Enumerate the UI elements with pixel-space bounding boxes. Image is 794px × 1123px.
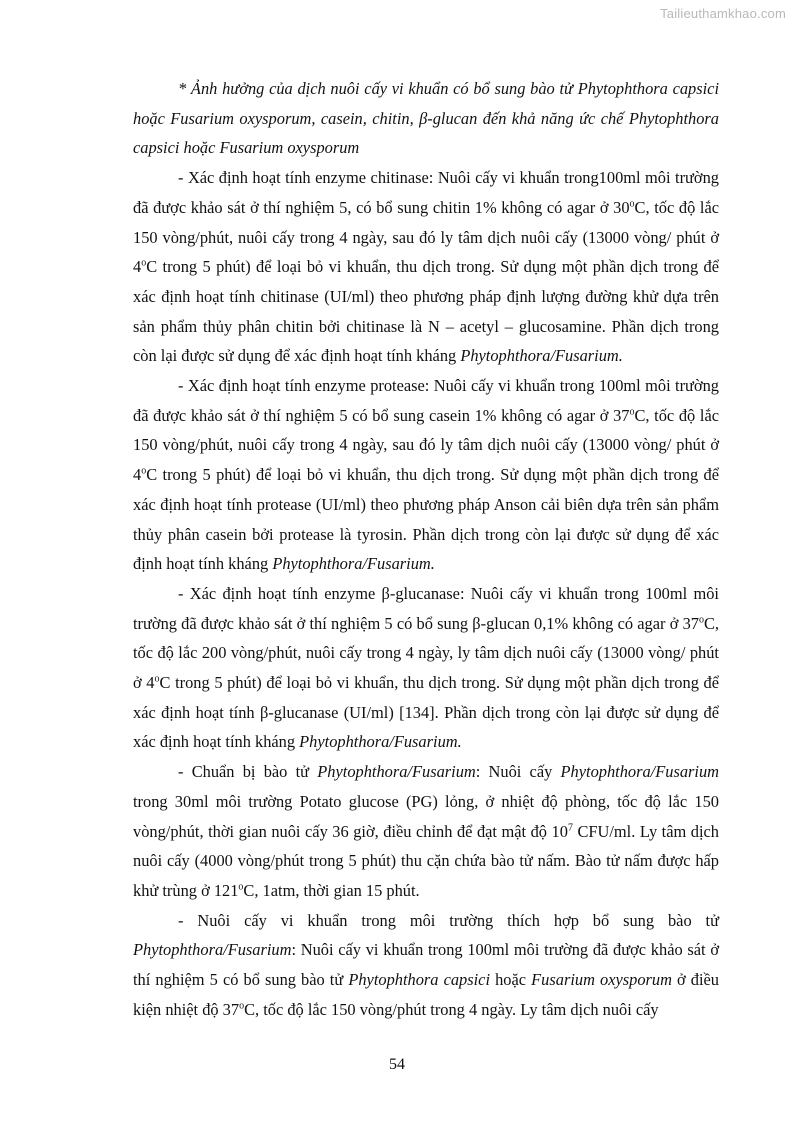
- italic-run: Phytophthora capsici: [348, 970, 491, 990]
- paragraph-glucanase: [133, 579, 719, 757]
- superscript: 7: [567, 822, 573, 834]
- text-run: trong 30ml môi trường Potato glucose (PG) lỏng, ở nhiệt độ phòng, tốc độ lắc 150 vòng/phút, thời gian nuôi cấy 36 giờ, điều chỉnh để đạt mật độ 10: [133, 791, 719, 841]
- text-run: C, 1atm, thời gian 15 phút.: [243, 880, 420, 900]
- superscript: o: [239, 1000, 245, 1012]
- text-run: C, tốc độ lắc 200 vòng/phút, nuôi cấy trong 4 ngày, ly tâm dịch nuôi cấy (13000 vòng/ phút ở 4: [133, 613, 719, 693]
- section-heading: * Ảnh hưởng của dịch nuôi cấy vi khuẩn có bổ sung bào tử Phytophthora capsici hoặc Fusarium oxysporum, casein, chitin, β-glucan đến khả năng ức chế Phytophthora capsici hoặc Fusarium oxysporum: [133, 79, 719, 158]
- italic-run: Phytophthora/Fusarium.: [460, 346, 623, 366]
- italic-run: Phytophthora/Fusarium.: [272, 554, 435, 574]
- text-run: : Nuôi cấy: [475, 762, 561, 782]
- text-run: - Chuẩn bị bào tử: [178, 762, 318, 782]
- text-run: CFU/ml. Ly tâm dịch nuôi cấy (4000 vòng/phút trong 5 phút) thu cặn chứa bào tử nấm. Bào tử nấm được hấp khử trùng ở 121: [133, 821, 719, 900]
- paragraph-protease: [133, 371, 719, 579]
- italic-run: Phytophthora/Fusarium: [317, 762, 476, 782]
- watermark-text: Tailieuthamkhao.com: [660, 6, 786, 21]
- text-run: - Xác định hoạt tính enzyme protease: Nuôi cấy vi khuẩn trong 100ml môi trường đã được khảo sát ở thí nghiệm 5 có bổ sung casein 1% không có agar ở 37: [133, 376, 719, 425]
- superscript: o: [629, 406, 635, 418]
- italic-run: Phytophthora/Fusarium: [133, 940, 292, 960]
- italic-run: Fusarium oxysporum: [531, 970, 672, 990]
- text-run: C trong 5 phút) để loại bỏ vi khuẩn, thu dịch trong. Sử dụng một phần dịch trong để xác định hoạt tính β-glucanase (UI/ml) [134]. Phần dịch trong còn lại được sử dụng để xác định hoạt tính kháng: [133, 673, 719, 752]
- superscript: o: [698, 614, 704, 626]
- superscript: o: [154, 673, 160, 685]
- superscript: o: [629, 198, 635, 210]
- superscript: o: [141, 465, 147, 477]
- page-number: 54: [389, 1056, 405, 1073]
- text-run: C, tốc độ lắc 150 vòng/phút, nuôi cấy trong 4 ngày, sau đó ly tâm dịch nuôi cấy (13000 vòng/ phút ở 4: [133, 197, 720, 277]
- paragraph-spore-preparation: [133, 757, 719, 906]
- text-run: ở điều kiện nhiệt độ 37: [133, 970, 719, 1019]
- document-body: [133, 74, 719, 1025]
- text-run: hoặc: [490, 970, 532, 990]
- italic-run: Phytophthora/Fusarium: [560, 762, 719, 782]
- superscript: o: [238, 881, 244, 893]
- text-run: C trong 5 phút) để loại bỏ vi khuẩn, thu dịch trong. Sử dụng một phần dịch trong để xác định hoạt tính protease (UI/ml) theo phương pháp Anson cải biên dựa trên sản phẩm thủy phân casein bởi protease là tyrosin. Phần dịch trong còn lại được sử dụng để xác định hoạt tính kháng: [133, 465, 719, 574]
- text-run: - Xác định hoạt tính enzyme chitinase: Nuôi cấy vi khuẩn trong100ml môi trường đã được khảo sát ở thí nghiệm 5, có bổ sung chitin 1% không có agar ở 30: [133, 168, 719, 217]
- text-run: C trong 5 phút) để loại bỏ vi khuẩn, thu dịch trong. Sử dụng một phần dịch trong để xác định hoạt tính chitinase (UI/ml) theo phương pháp định lượng đường khử dựa trên sản phẩm thủy phân chitin bởi chitinase là N – acetyl – glucosamine. Phần dịch trong còn lại được sử dụng để xác định hoạt tính kháng: [133, 257, 719, 366]
- paragraph-chitinase: [133, 163, 719, 371]
- text-run: - Xác định hoạt tính enzyme β-glucanase: Nuôi cấy vi khuẩn trong 100ml môi trường đã được khảo sát ở thí nghiệm 5 có bổ sung β-glucan 0,1% không có agar ở 37: [133, 583, 719, 633]
- text-run: C, tốc độ lắc 150 vòng/phút, nuôi cấy trong 4 ngày, sau đó ly tâm dịch nuôi cấy (13000 vòng/ phút ở 4: [133, 405, 720, 485]
- italic-run: Phytophthora/Fusarium.: [299, 732, 462, 752]
- text-run: C, tốc độ lắc 150 vòng/phút trong 4 ngày. Ly tâm dịch nuôi cấy: [244, 999, 659, 1019]
- text-run: - Nuôi cấy vi khuẩn trong môi trường thích hợp bổ sung bào tử: [178, 910, 719, 930]
- superscript: o: [141, 257, 147, 269]
- text-run: : Nuôi cấy vi khuẩn trong 100ml môi trường đã được khảo sát ở thí nghiệm 5 có bổ sung bào tử: [133, 940, 719, 990]
- paragraph-bacteria-culture: [133, 906, 719, 1025]
